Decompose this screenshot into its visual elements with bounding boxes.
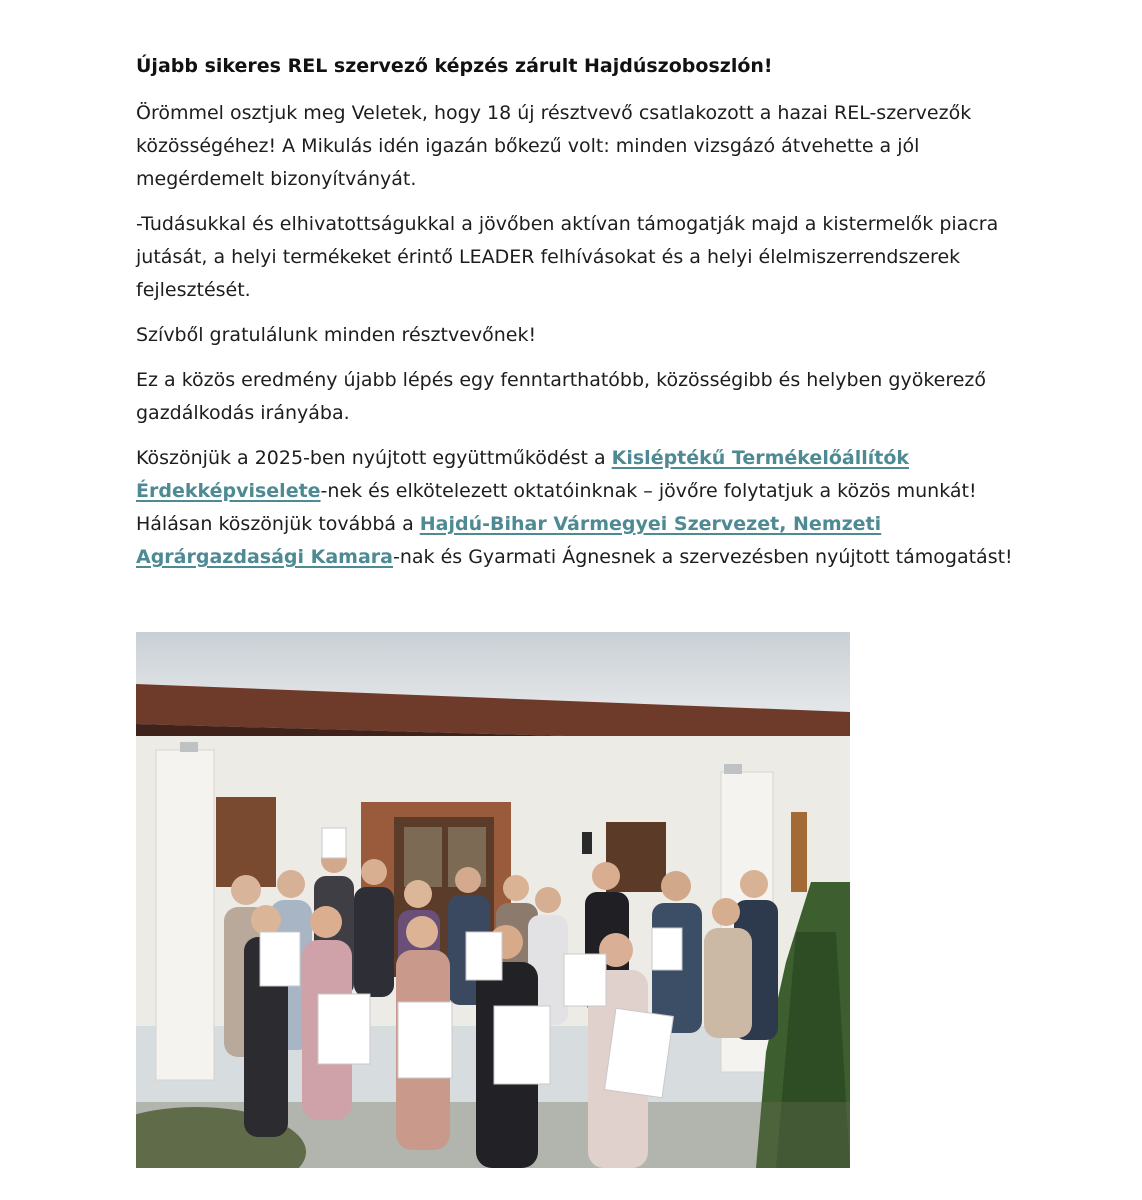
link-nak[interactable]: Hajdú-Bihar Vármegyei Szervezet, Nemzeti Agrárgazdasági Kamara <box>136 513 882 568</box>
group-photo-illustration <box>136 632 850 1168</box>
paragraph-thanks <box>136 442 1016 574</box>
paragraph-knowledge: -Tudásukkal és elhivatottságukkal a jövőben aktívan támogatják majd a kistermelők piacra jutását, a helyi termékeket érintő LEADER felhívásokat és a helyi élelmiszerrendszerek fejlesztését. <box>136 213 999 301</box>
paragraph-intro: Örömmel osztjuk meg Veletek, hogy 18 új résztvevő csatlakozott a hazai REL-szervezők közösségéhez! A Mikulás idén igazán bőkezű volt: minden vizsgázó átvehette a jól megérdemelt bizonyítványát. <box>136 102 972 190</box>
hanging-corn <box>791 812 807 892</box>
column-left <box>156 750 214 1080</box>
wall-lamp <box>582 832 592 854</box>
thanks-text-2: -nek és elkötelezett oktatóinknak – jövőre folytatjuk a közös munkát! Hálásan köszönjük továbbá a <box>136 480 977 535</box>
article <box>136 50 1016 586</box>
door-glass-left <box>404 827 442 887</box>
link-kisleptek[interactable]: Kisléptékű Termékelőállítók Érdekképviselete <box>136 447 910 502</box>
window-left <box>216 797 276 887</box>
thanks-text-1: Köszönjük a 2025-ben nyújtott együttműködést a <box>136 447 612 469</box>
article-headline: Újabb sikeres REL szervező képzés zárult Hajdúszoboszlón! <box>136 55 773 77</box>
paragraph-congratulations: Szívből gratulálunk minden résztvevőnek! <box>136 324 537 346</box>
paragraph-result: Ez a közös eredmény újabb lépés egy fenntarthatóbb, közösségibb és helyben gyökerező gazdálkodás irányába. <box>136 369 987 424</box>
group-photo <box>136 632 850 1168</box>
thanks-text-3: -nak és Gyarmati Ágnesnek a szervezésben nyújtott támogatást! <box>392 546 1013 568</box>
security-camera-right <box>724 764 742 774</box>
security-camera-left <box>180 742 198 752</box>
